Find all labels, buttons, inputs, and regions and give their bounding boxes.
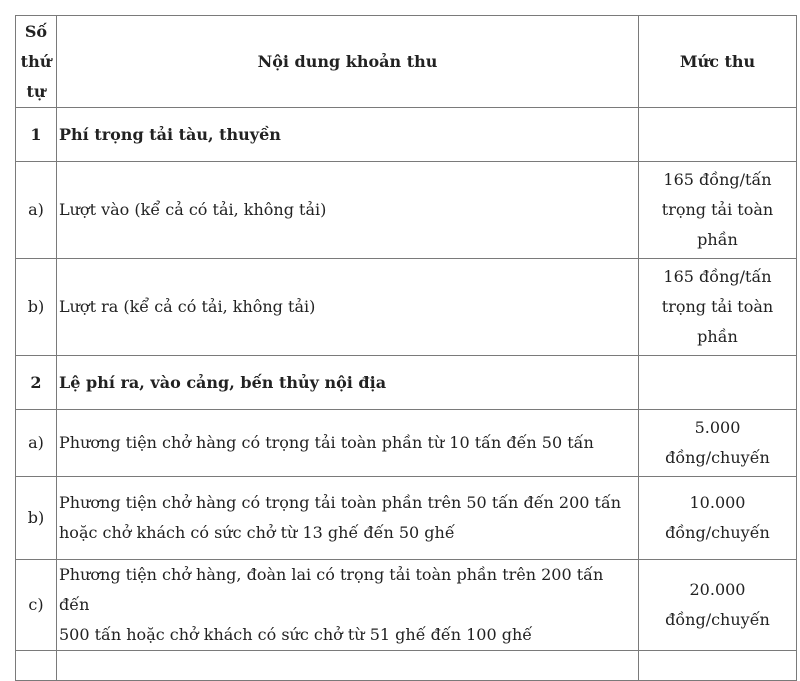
row-content-line: Phí trọng tải tàu, thuyền [59, 124, 281, 144]
row-rate-line: phần [697, 230, 738, 249]
row-rate-line: 5.000 [694, 418, 741, 437]
table-row [16, 477, 797, 560]
row-rate [639, 410, 797, 477]
header-stt-line: tự [26, 81, 46, 101]
row-rate-line: 165 đồng/tấn [663, 267, 772, 286]
row-rate-line: 10.000 [689, 493, 746, 512]
row-rate [639, 356, 797, 410]
row-content-line: Lượt ra (kể cả có tải, không tải) [59, 297, 316, 316]
row-content [57, 162, 639, 259]
header-stt [16, 16, 57, 108]
table-row [16, 560, 797, 651]
table-row-section [16, 356, 797, 410]
row-stt: b) [16, 477, 57, 560]
row-content-line: Phương tiện chở hàng có trọng tải toàn phần trên 50 tấn đến 200 tấn [59, 493, 622, 512]
table-header-row [16, 16, 797, 108]
row-stt: c) [16, 560, 57, 651]
row-rate-line: trọng tải toàn [661, 200, 774, 219]
row-content-line: Phương tiện chở hàng, đoàn lai có trọng tải toàn phần trên 200 tấn đến [59, 565, 604, 614]
row-content [57, 356, 639, 410]
row-rate-line: trọng tải toàn [661, 297, 774, 316]
row-rate-line: đồng/chuyến [665, 448, 770, 467]
row-rate-line: đồng/chuyến [665, 610, 770, 629]
row-rate-line: phần [697, 327, 738, 346]
row-content [57, 410, 639, 477]
row-content-line: Phương tiện chở hàng có trọng tải toàn phần từ 10 tấn đến 50 tấn [59, 433, 594, 452]
row-rate [639, 560, 797, 651]
row-content-line: Lệ phí ra, vào cảng, bến thủy nội địa [59, 372, 387, 392]
row-content [57, 108, 639, 162]
row-stt: a) [16, 162, 57, 259]
header-stt-line: thứ [20, 51, 52, 71]
row-rate-line: 165 đồng/tấn [663, 170, 772, 189]
table-row [16, 410, 797, 477]
row-content [57, 560, 639, 651]
row-content-line: hoặc chở khách có sức chở từ 13 ghế đến 50 ghế [59, 523, 455, 542]
row-rate [639, 651, 797, 681]
header-stt-line: Số [24, 21, 48, 41]
table-row-partial [16, 651, 797, 681]
fee-table [15, 15, 797, 681]
row-rate [639, 259, 797, 356]
row-stt: a) [16, 410, 57, 477]
table-row [16, 162, 797, 259]
row-content [57, 477, 639, 560]
table-row-section [16, 108, 797, 162]
row-stt: b) [16, 259, 57, 356]
row-rate [639, 162, 797, 259]
row-content-line: 500 tấn hoặc chở khách có sức chở từ 51 ghế đến 100 ghế [59, 625, 533, 644]
row-content [57, 259, 639, 356]
row-rate-line: 20.000 [689, 580, 746, 599]
header-rate: Mức thu [639, 16, 797, 108]
row-rate [639, 477, 797, 560]
row-rate [639, 108, 797, 162]
row-content-line: Lượt vào (kể cả có tải, không tải) [59, 200, 327, 219]
table-row [16, 259, 797, 356]
row-stt: 2 [16, 356, 57, 410]
row-rate-line: đồng/chuyến [665, 523, 770, 542]
row-stt: 1 [16, 108, 57, 162]
row-stt [16, 651, 57, 681]
row-content [57, 651, 639, 681]
header-content: Nội dung khoản thu [57, 16, 639, 108]
